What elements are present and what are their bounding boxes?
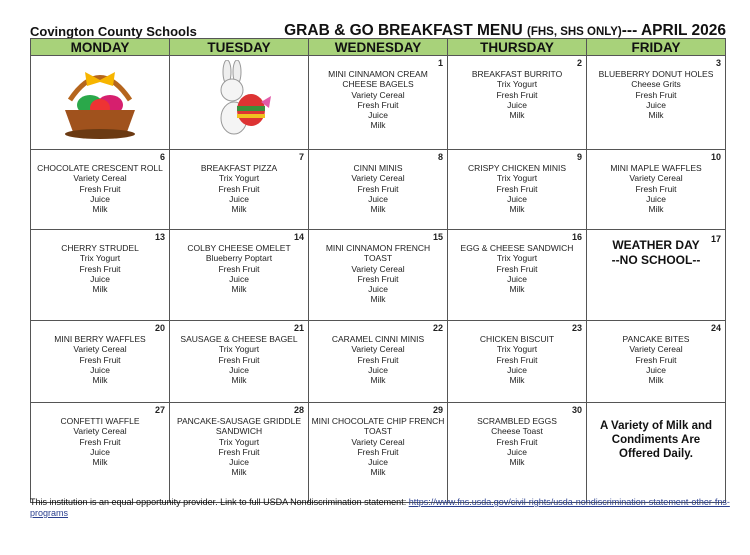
- menu-item: Fresh Fruit: [357, 446, 399, 457]
- menu-item: Milk: [231, 467, 247, 478]
- menu-item: Fresh Fruit: [79, 436, 121, 447]
- nondiscrimination-link[interactable]: https://www.fns.usda.gov/civil-rights/usda-nondiscrimination-statement-other-fns-programs: [30, 497, 730, 518]
- menu-item: Trix Yogurt: [218, 173, 260, 184]
- date-number: 27: [154, 405, 165, 415]
- day-cell: [170, 150, 309, 230]
- day-header-tuesday: TUESDAY: [170, 39, 309, 56]
- menu-item: Juice: [368, 110, 388, 121]
- menu-item: Trix Yogurt: [79, 253, 121, 264]
- day-cell: [587, 403, 726, 503]
- menu-item: Trix Yogurt: [218, 344, 260, 355]
- menu-item: Juice: [368, 364, 388, 375]
- date-number: 20: [154, 323, 165, 333]
- menu-item: Milk: [509, 375, 525, 386]
- day-cell: [448, 56, 587, 150]
- week-row: [31, 56, 726, 150]
- date-number: 30: [571, 405, 582, 415]
- menu-item: WEATHER DAY: [612, 238, 700, 252]
- menu-item: Juice: [229, 364, 249, 375]
- menu-item: PANCAKE-SAUSAGE GRIDDLE: [176, 416, 302, 426]
- date-number: 23: [571, 323, 582, 333]
- menu-item: Fresh Fruit: [635, 354, 677, 365]
- date-number: 6: [159, 152, 165, 162]
- menu-item: Variety Cereal: [351, 89, 405, 100]
- menu-item: Fresh Fruit: [79, 263, 121, 274]
- menu-item: Fresh Fruit: [218, 446, 260, 457]
- date-number: 7: [298, 152, 304, 162]
- menu-item: Juice: [507, 99, 527, 110]
- menu-item: Milk: [370, 467, 386, 478]
- menu-item: Juice: [229, 457, 249, 468]
- menu-item: Fresh Fruit: [218, 354, 260, 365]
- menu-item: Milk: [92, 457, 108, 468]
- menu-item: Juice: [90, 193, 110, 204]
- menu-item: Juice: [646, 193, 666, 204]
- menu-item: Milk: [648, 375, 664, 386]
- menu-item: Juice: [90, 446, 110, 457]
- menu-item: CHICKEN BISCUIT: [479, 334, 555, 344]
- menu-item: Fresh Fruit: [496, 263, 538, 274]
- menu-item: Juice: [646, 364, 666, 375]
- date-number: 10: [710, 152, 721, 162]
- menu-item: Variety Cereal: [351, 344, 405, 355]
- date-number: 8: [437, 152, 443, 162]
- day-cell: [170, 56, 309, 150]
- menu-item: MINI BERRY WAFFLES: [54, 334, 146, 344]
- week-row: [31, 150, 726, 230]
- menu-item: COLBY CHEESE OMELET: [187, 243, 291, 253]
- menu-item: Variety Cereal: [629, 344, 683, 355]
- page-header: [30, 24, 726, 38]
- menu-item: Juice: [90, 273, 110, 284]
- day-cell: [587, 321, 726, 403]
- date-number: 29: [432, 405, 443, 415]
- menu-item: Fresh Fruit: [79, 354, 121, 365]
- menu-item: BLUEBERRY DONUT HOLES: [598, 69, 714, 79]
- menu-item: Juice: [507, 446, 527, 457]
- day-cell: [587, 150, 726, 230]
- menu-item: Variety Cereal: [629, 173, 683, 184]
- menu-item: Juice: [229, 193, 249, 204]
- menu-item: Fresh Fruit: [357, 273, 399, 284]
- menu-item: Milk: [92, 375, 108, 386]
- menu-item: Fresh Fruit: [218, 263, 260, 274]
- easter-bunny-image: [172, 60, 306, 142]
- menu-item: Blueberry Poptart: [205, 253, 273, 264]
- menu-item: Milk: [509, 457, 525, 468]
- menu-item: BREAKFAST PIZZA: [200, 163, 278, 173]
- date-number: 28: [293, 405, 304, 415]
- date-number: 24: [710, 323, 721, 333]
- menu-item: Juice: [507, 273, 527, 284]
- menu-item: Milk: [509, 204, 525, 215]
- day-cell: [448, 403, 587, 503]
- day-cell: [309, 321, 448, 403]
- menu-item: Milk: [370, 204, 386, 215]
- menu-item: Milk: [92, 284, 108, 295]
- menu-item: Juice: [368, 193, 388, 204]
- menu-item: Trix Yogurt: [496, 344, 538, 355]
- menu-item: Milk: [370, 294, 386, 305]
- menu-item: Fresh Fruit: [496, 89, 538, 100]
- day-cell: [587, 56, 726, 150]
- day-cell: [309, 56, 448, 150]
- menu-item: Fresh Fruit: [357, 99, 399, 110]
- day-cell: [309, 403, 448, 503]
- menu-item: Milk: [231, 375, 247, 386]
- menu-item: Juice: [646, 99, 666, 110]
- menu-item: Milk: [92, 204, 108, 215]
- date-number: 9: [576, 152, 582, 162]
- menu-item: Trix Yogurt: [496, 173, 538, 184]
- menu-item: Variety Cereal: [351, 173, 405, 184]
- menu-item: Milk: [509, 110, 525, 121]
- menu-item: Milk: [648, 110, 664, 121]
- menu-item: BREAKFAST BURRITO: [471, 69, 563, 79]
- menu-item: Juice: [90, 364, 110, 375]
- easter-basket-image: [33, 60, 167, 142]
- date-number: 16: [571, 232, 582, 242]
- menu-item: MINI CINNAMON CREAM: [328, 69, 428, 79]
- day-cell: [309, 230, 448, 321]
- menu-item: CARAMEL CINNI MINIS: [331, 334, 425, 344]
- menu-item: CINNI MINIS: [353, 163, 403, 173]
- day-cell: [587, 230, 726, 321]
- week-row: [31, 403, 726, 503]
- date-number: 1: [437, 58, 443, 68]
- menu-calendar: [30, 38, 726, 503]
- menu-item: Fresh Fruit: [496, 436, 538, 447]
- day-cell: [448, 150, 587, 230]
- menu-item: MINI CHOCOLATE CHIP FRENCH: [311, 416, 445, 426]
- menu-item: CHERRY STRUDEL: [61, 243, 139, 253]
- menu-item: Fresh Fruit: [635, 183, 677, 194]
- menu-item: Fresh Fruit: [357, 354, 399, 365]
- menu-item: SCRAMBLED EGGS: [477, 416, 557, 426]
- date-number: 2: [576, 58, 582, 68]
- title-main: GRAB & GO BREAKFAST MENU: [284, 22, 523, 39]
- footer-text: This institution is an equal opportunity provider. Link to full USDA Nondiscrimination statement:: [30, 497, 409, 507]
- school-name: Covington County Schools: [30, 24, 197, 39]
- title-month: --- APRIL 2026: [621, 22, 726, 39]
- title-sub: (FHS, SHS ONLY): [526, 26, 622, 38]
- menu-item: Juice: [368, 457, 388, 468]
- day-cell: [31, 403, 170, 503]
- menu-item: Milk: [509, 284, 525, 295]
- menu-item: Cheese Grits: [631, 79, 681, 90]
- day-cell: [31, 150, 170, 230]
- menu-item: Condiments Are: [611, 434, 701, 446]
- menu-item: Variety Cereal: [73, 173, 127, 184]
- menu-item: Variety Cereal: [73, 344, 127, 355]
- menu-item: Fresh Fruit: [357, 183, 399, 194]
- day-header-monday: MONDAY: [31, 39, 170, 56]
- menu-item: Variety Cereal: [73, 426, 127, 437]
- date-number: 14: [293, 232, 304, 242]
- week-row: [31, 321, 726, 403]
- day-cell: [448, 230, 587, 321]
- date-number: 17: [710, 234, 721, 244]
- menu-item: Juice: [507, 193, 527, 204]
- menu-item: Milk: [370, 120, 386, 131]
- date-number: 22: [432, 323, 443, 333]
- day-cell: [170, 321, 309, 403]
- footer: [30, 497, 730, 519]
- menu-item: Trix Yogurt: [496, 79, 538, 90]
- menu-item: Offered Daily.: [619, 448, 693, 460]
- day-cell: [31, 230, 170, 321]
- menu-item: --NO SCHOOL--: [611, 253, 701, 267]
- menu-item: Fresh Fruit: [79, 183, 121, 194]
- day-cell: [31, 56, 170, 150]
- menu-item: Juice: [229, 273, 249, 284]
- menu-item: MINI MAPLE WAFFLES: [610, 163, 702, 173]
- menu-item: Juice: [507, 364, 527, 375]
- date-number: 21: [293, 323, 304, 333]
- menu-item: Fresh Fruit: [218, 183, 260, 194]
- menu-item: Milk: [231, 204, 247, 215]
- menu-item: SAUSAGE & CHEESE BAGEL: [180, 334, 298, 344]
- day-cell: [309, 150, 448, 230]
- date-number: 13: [154, 232, 165, 242]
- day-cell: [170, 403, 309, 503]
- menu-item: TOAST: [363, 426, 393, 437]
- day-header-wednesday: WEDNESDAY: [309, 39, 448, 56]
- menu-item: Variety Cereal: [351, 436, 405, 447]
- day-cell: [448, 321, 587, 403]
- menu-item: MINI CINNAMON FRENCH: [325, 243, 431, 253]
- menu-item: Fresh Fruit: [635, 89, 677, 100]
- menu-item: PANCAKE BITES: [622, 334, 690, 344]
- menu-item: Milk: [231, 284, 247, 295]
- menu-item: CHOCOLATE CRESCENT ROLL: [37, 163, 163, 173]
- menu-item: Juice: [368, 284, 388, 295]
- menu-item: Trix Yogurt: [496, 253, 538, 264]
- menu-item: CONFETTI WAFFLE: [60, 416, 140, 426]
- menu-item: CHEESE BAGELS: [342, 79, 414, 90]
- menu-item: Milk: [370, 375, 386, 386]
- day-cell: [31, 321, 170, 403]
- menu-item: TOAST: [363, 253, 393, 264]
- day-header-friday: FRIDAY: [587, 39, 726, 56]
- menu-item: SANDWICH: [215, 426, 263, 437]
- menu-item: Trix Yogurt: [218, 436, 260, 447]
- menu-item: Milk: [648, 204, 664, 215]
- date-number: 3: [715, 58, 721, 68]
- day-cell: [170, 230, 309, 321]
- menu-item: CRISPY CHICKEN MINIS: [467, 163, 567, 173]
- menu-item: Cheese Toast: [491, 426, 543, 437]
- date-number: 15: [432, 232, 443, 242]
- menu-item: Variety Cereal: [351, 263, 405, 274]
- day-header-thursday: THURSDAY: [448, 39, 587, 56]
- menu-item: A Variety of Milk and: [599, 420, 713, 432]
- menu-item: Fresh Fruit: [496, 354, 538, 365]
- week-row: [31, 230, 726, 321]
- menu-item: Fresh Fruit: [496, 183, 538, 194]
- menu-item: EGG & CHEESE SANDWICH: [460, 243, 574, 253]
